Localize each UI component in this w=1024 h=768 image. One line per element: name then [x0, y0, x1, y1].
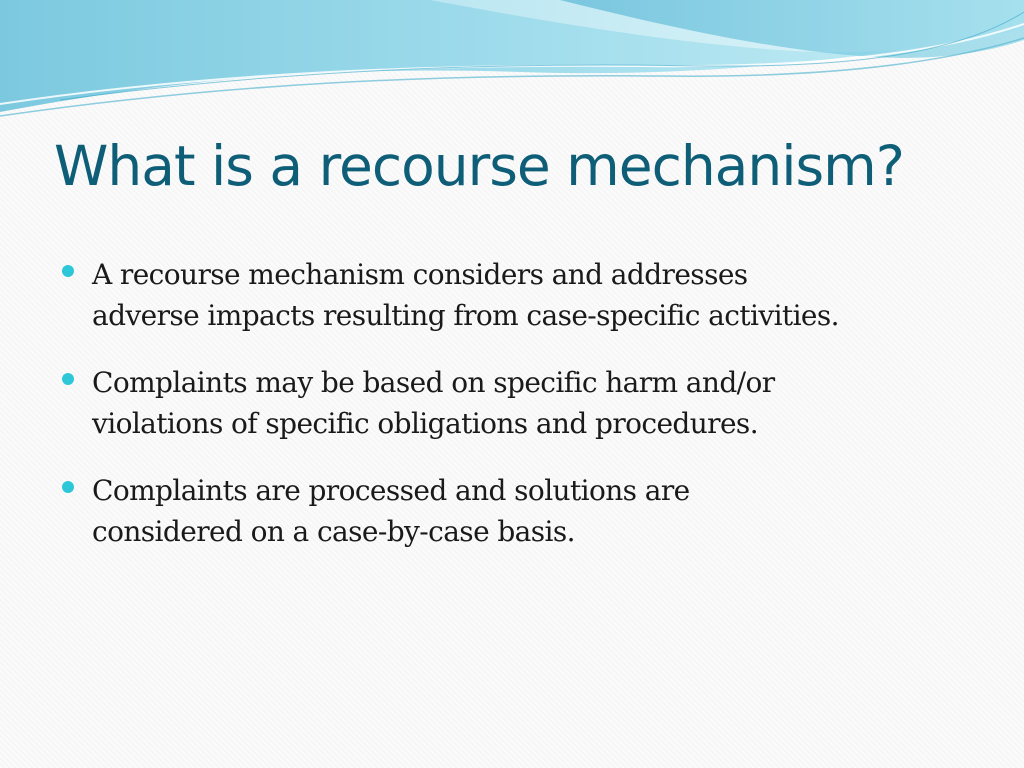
bullet-text-line: Complaints are processed and solutions are	[92, 474, 690, 507]
filled-circle-bullet-icon	[62, 265, 74, 277]
bullet-item-1	[62, 254, 962, 336]
filled-circle-bullet-icon	[62, 373, 74, 385]
bullet-text-line: adverse impacts resulting from case-specific activities.	[92, 299, 839, 332]
filled-circle-bullet-icon	[62, 481, 74, 493]
bullet-item-2	[62, 362, 962, 444]
bullet-item-3	[62, 470, 962, 552]
slide-title: What is a recourse mechanism?	[54, 134, 904, 198]
wave-banner-decoration	[0, 0, 1024, 130]
bullet-text-line: violations of specific obligations and procedures.	[92, 407, 758, 440]
bullet-list	[62, 254, 962, 578]
bullet-text-line: A recourse mechanism considers and addresses	[92, 258, 748, 291]
bullet-text-line: Complaints may be based on specific harm and/or	[92, 366, 775, 399]
bullet-text-line: considered on a case-by-case basis.	[92, 515, 575, 548]
